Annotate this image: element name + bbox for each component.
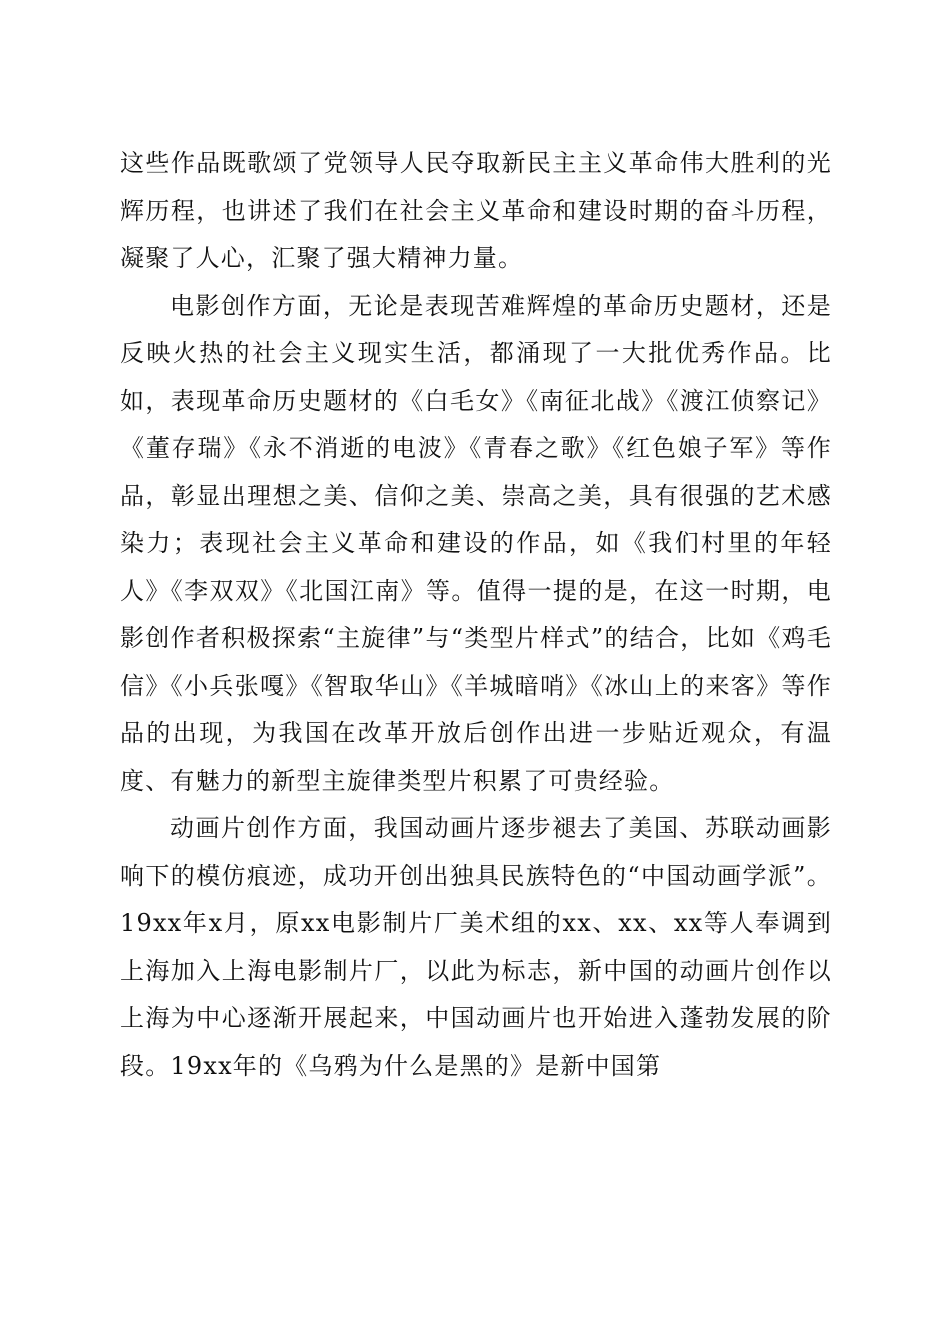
paragraph-animation-creation: 动画片创作方面，我国动画片逐步褪去了美国、苏联动画影响下的模仿痕迹，成功开创出独具民族特色的“中国动画学派”。19xx年x月，原xx电影制片厂美术组的xx、xx、xx等人奉调到上海加入上海电影制片厂，以此为标志，新中国的动画片创作以上海为中心逐渐开展起来，中国动画片也开始进入蓬勃发展的阶段。19xx年的《乌鸦为什么是黑的》是新中国第 — [120, 814, 832, 1080]
document-body — [120, 140, 832, 1090]
paragraph-film-creation: 电影创作方面，无论是表现苦难辉煌的革命历史题材，还是反映火热的社会主义现实生活，都涌现了一大批优秀作品。比如，表现革命历史题材的《白毛女》《南征北战》《渡江侦察记》《董存瑞》《永不消逝的电波》《青春之歌》《红色娘子军》等作品，彰显出理想之美、信仰之美、崇高之美，具有很强的艺术感染力；表现社会主义革命和建设的作品，如《我们村里的年轻人》《李双双》《北国江南》等。值得一提的是，在这一时期，电影创作者积极探索“主旋律”与“类型片样式”的结合，比如《鸡毛信》《小兵张嘎》《智取华山》《羊城暗哨》《冰山上的来客》等作品的出现，为我国在改革开放后创作出进一步贴近观众，有温度、有魅力的新型主旋律类型片积累了可贵经验。 — [120, 291, 832, 795]
paragraph-continuation: 这些作品既歌颂了党领导人民夺取新民主主义革命伟大胜利的光辉历程，也讲述了我们在社会主义革命和建设时期的奋斗历程，凝聚了人心，汇聚了强大精神力量。 — [120, 149, 832, 272]
